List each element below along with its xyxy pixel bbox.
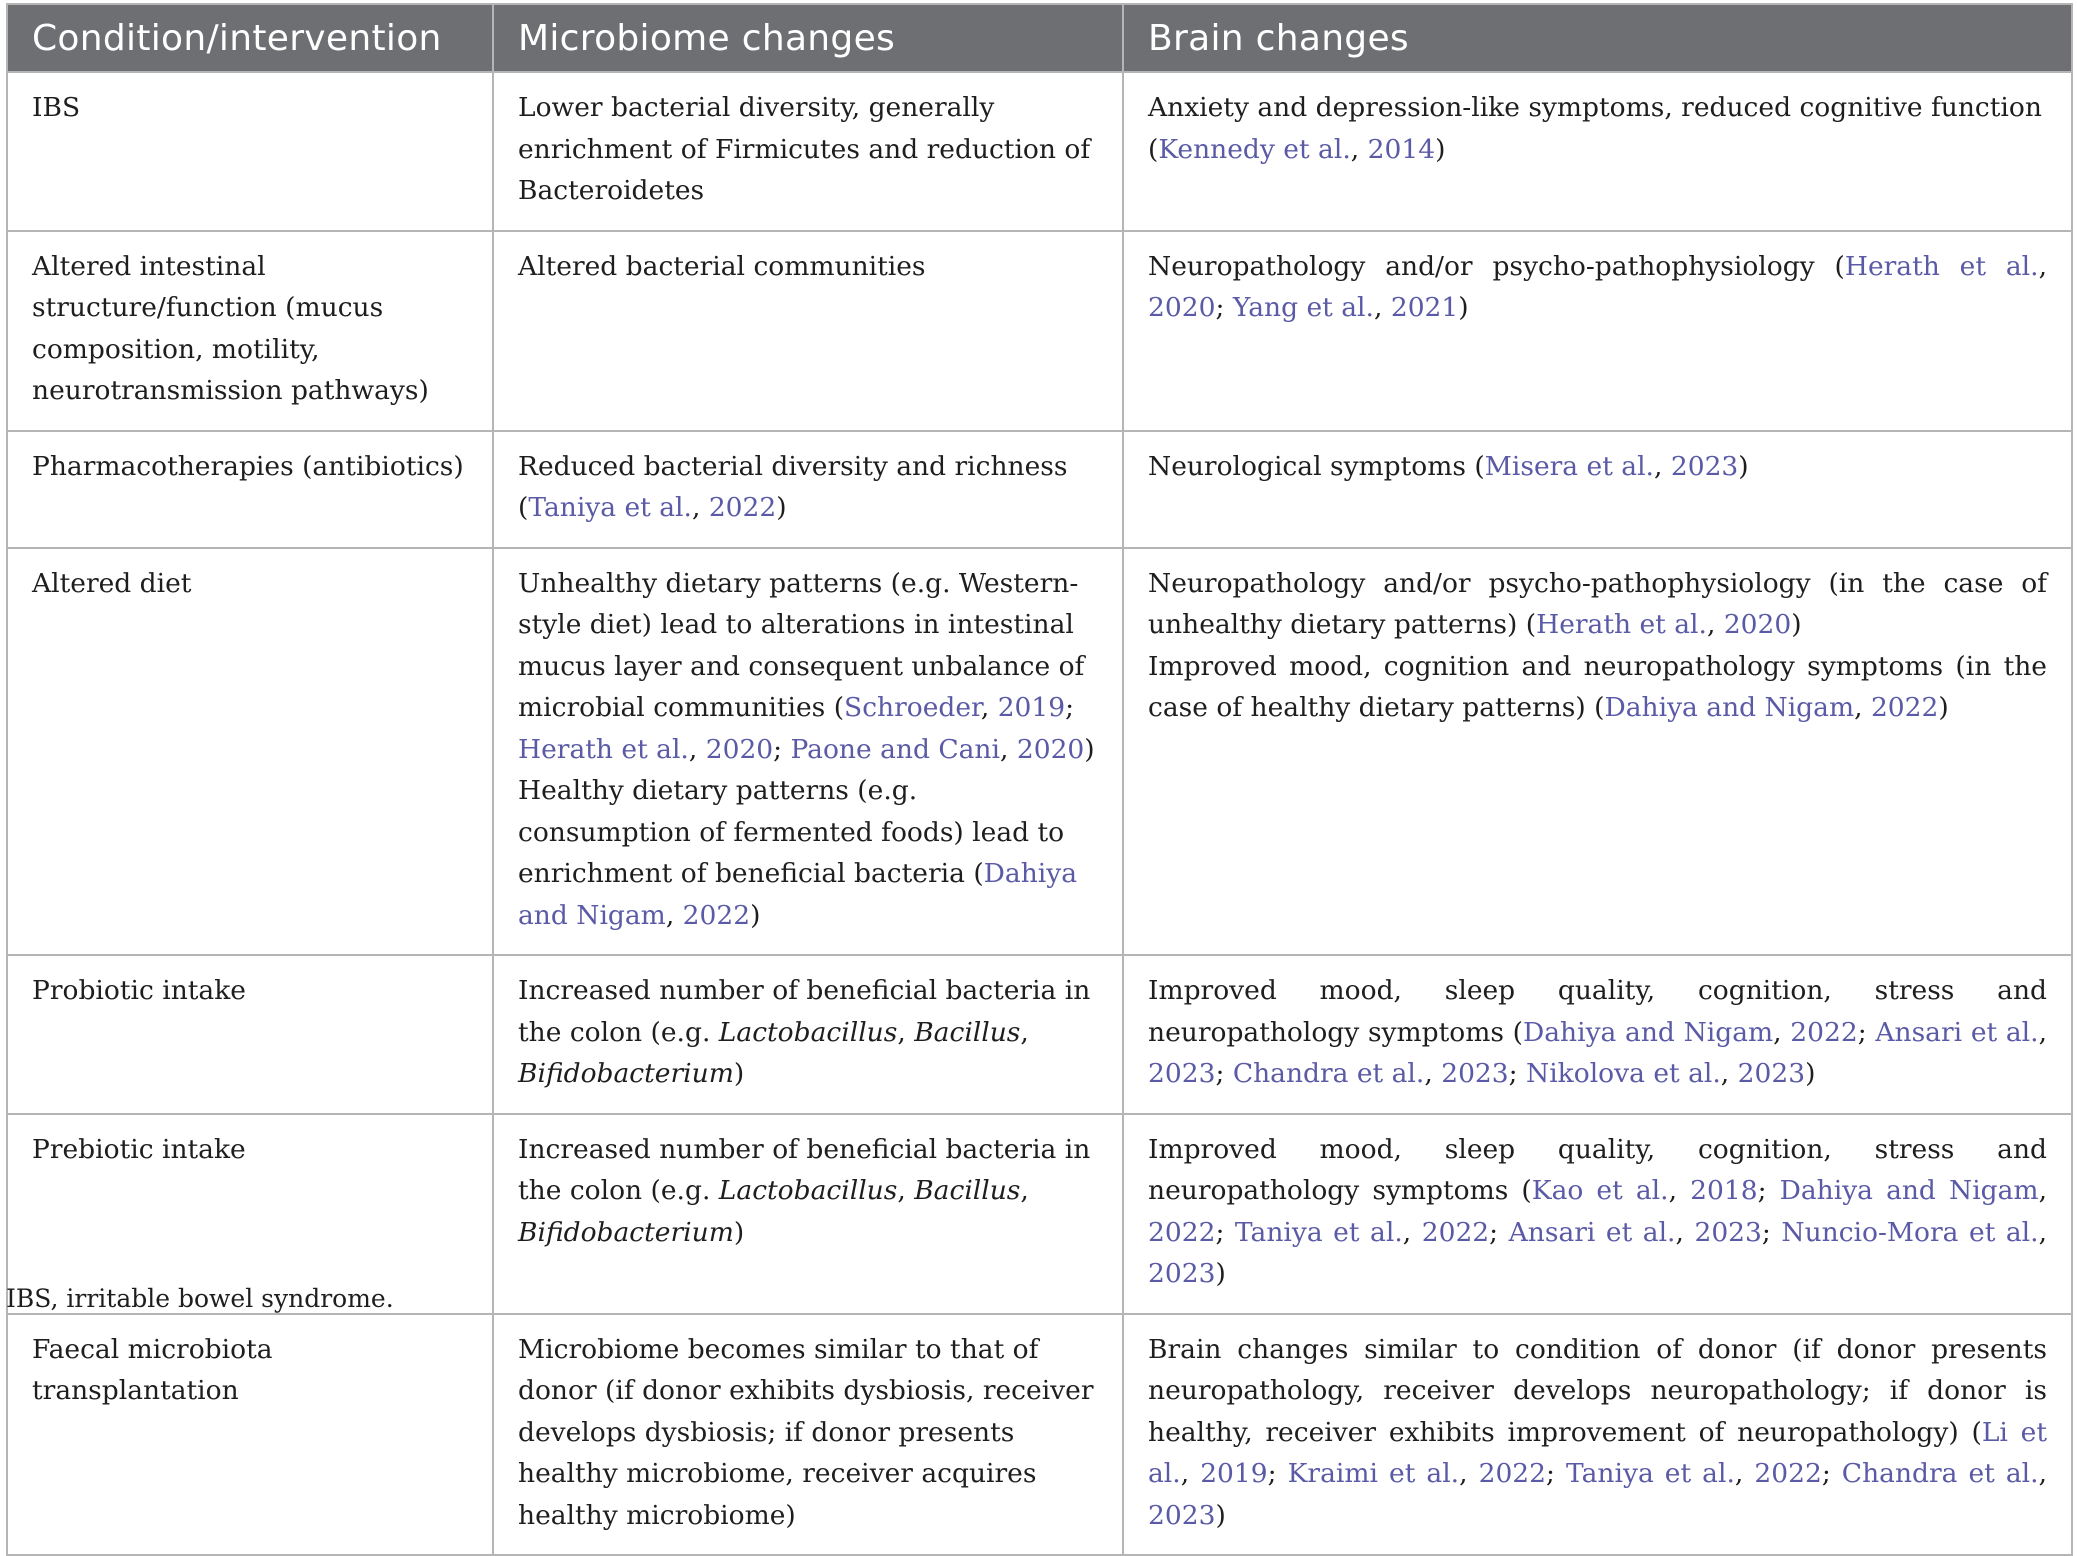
cell-text: Increased number of beneficial bacteria in the colon (e.g. xyxy=(518,1133,1091,1206)
reference-link[interactable]: 2019 xyxy=(1200,1458,1268,1489)
cell-text: Lower bacterial diversity, generally enrichment of Firmicutes and reduction of Bacteroidetes xyxy=(518,92,1091,206)
cell-condition: Pharmacotherapies (antibiotics) xyxy=(7,431,493,548)
taxon-name: Lactobacillus xyxy=(718,1175,898,1206)
cell-text: ; xyxy=(1267,1458,1288,1489)
reference-link[interactable]: Dahiya and Nigam xyxy=(1604,692,1855,723)
reference-link[interactable]: 2020 xyxy=(1723,609,1792,640)
cell-microbiome xyxy=(493,431,1123,548)
cell-text: Unhealthy dietary patterns (e.g. Western-style diet) lead to alterations in intestinal mucus layer and consequent unbalance of microbial communities ( xyxy=(518,567,1085,723)
microbiome-paragraph xyxy=(518,446,1098,529)
cell-text: ) xyxy=(750,899,761,931)
cell-text: , xyxy=(2038,250,2048,282)
table-row xyxy=(7,431,2072,548)
cell-text: , xyxy=(1424,1058,1442,1089)
data-table xyxy=(6,3,2073,1556)
cell-text: , xyxy=(2038,1216,2048,1248)
reference-link[interactable]: 2022 xyxy=(1148,1216,1216,1248)
reference-link[interactable]: 2022 xyxy=(708,492,777,523)
cell-text: , xyxy=(897,1175,915,1206)
cell-brain xyxy=(1123,548,2072,956)
reference-link[interactable]: 2023 xyxy=(1670,450,1739,482)
reference-link[interactable]: 2023 xyxy=(1148,1499,1216,1531)
reference-link[interactable]: Taniya et al. xyxy=(1234,1216,1403,1248)
cell-text: , xyxy=(1373,292,1391,323)
cell-text: , xyxy=(980,692,998,723)
reference-link[interactable]: Dahiya and Nigam xyxy=(1522,1016,1774,1048)
header-microbiome: Microbiome changes xyxy=(493,4,1123,72)
microbiome-paragraph xyxy=(518,563,1098,771)
reference-link[interactable]: 2020 xyxy=(1016,733,1085,765)
cell-microbiome xyxy=(493,1114,1123,1314)
cell-text: , xyxy=(1734,1458,1755,1489)
header-row xyxy=(7,4,2072,72)
cell-text: ; xyxy=(1215,292,1233,323)
cell-text: Anxiety and depression-like symptoms, reduced cognitive function ( xyxy=(1148,92,2042,165)
cell-text: , xyxy=(2038,1458,2047,1489)
cell-text: ) xyxy=(733,1216,745,1248)
reference-link[interactable]: Dahiya and Nigam xyxy=(1779,1175,2039,1206)
cell-text: , xyxy=(1402,1216,1422,1248)
reference-link[interactable]: 2020 xyxy=(705,733,774,765)
cell-text: , xyxy=(2038,1016,2047,1048)
microbiome-paragraph xyxy=(518,246,1098,288)
cell-text: ; xyxy=(773,733,791,765)
cell-microbiome xyxy=(493,231,1123,431)
microbiome-paragraph xyxy=(518,970,1098,1095)
cell-text: , xyxy=(1180,1458,1201,1489)
cell-text: , xyxy=(897,1016,915,1048)
cell-text: ) xyxy=(733,1058,745,1089)
cell-text: , xyxy=(1854,692,1871,723)
reference-link[interactable]: Dahiya and Nigam xyxy=(518,858,1078,931)
reference-link[interactable]: 2022 xyxy=(1870,692,1939,723)
reference-link[interactable]: Herath et al. xyxy=(1844,250,2039,282)
table-row xyxy=(7,72,2072,231)
reference-link[interactable]: 2023 xyxy=(1148,1258,1216,1289)
cell-text: ) xyxy=(1084,733,1095,765)
reference-link[interactable]: Misera et al. xyxy=(1484,450,1654,482)
reference-link[interactable]: Kennedy et al. xyxy=(1158,133,1351,165)
cell-text: , xyxy=(1350,133,1368,165)
microbiome-paragraph xyxy=(518,1329,1098,1537)
reference-link[interactable]: 2023 xyxy=(1694,1216,1762,1248)
reference-link[interactable]: Schroeder xyxy=(844,692,981,723)
reference-link[interactable]: 2022 xyxy=(1790,1016,1858,1048)
cell-condition: IBS xyxy=(7,72,493,231)
reference-link[interactable]: 2014 xyxy=(1367,133,1436,165)
cell-text: Microbiome becomes similar to that of donor (if donor exhibits dysbiosis, receiver develops dysbiosis; if donor presents healthy microbiome, receiver acquires healthy microbiome) xyxy=(518,1333,1094,1531)
cell-brain xyxy=(1123,431,2072,548)
reference-link[interactable]: Yang et al. xyxy=(1232,292,1374,323)
reference-link[interactable]: Nuncio-Mora et al. xyxy=(1781,1216,2039,1248)
taxon-name: Bacillus xyxy=(914,1175,1021,1206)
cell-text: , xyxy=(1020,1175,1029,1206)
cell-text: , xyxy=(1675,1216,1695,1248)
cell-text: ; xyxy=(1757,1175,1780,1206)
brain-paragraph xyxy=(1148,246,2047,329)
taxon-name: Bifidobacterium xyxy=(518,1058,734,1089)
cell-condition: Altered diet xyxy=(7,548,493,956)
taxon-name: Bacillus xyxy=(914,1016,1021,1048)
cell-text: ) xyxy=(1805,1058,1816,1089)
cell-text: ) xyxy=(1738,450,1749,482)
microbiome-paragraph xyxy=(518,87,1098,212)
reference-link[interactable]: Taniya et al. xyxy=(1566,1458,1735,1489)
brain-paragraph xyxy=(1148,970,2047,1095)
reference-link[interactable]: 2023 xyxy=(1737,1058,1806,1089)
cell-text: Improved mood, sleep quality, cognition, stress and neuropathology symptoms ( xyxy=(1148,1133,2047,1206)
cell-text: ) xyxy=(1435,133,1446,165)
cell-text: , xyxy=(999,733,1017,765)
reference-link[interactable]: 2023 xyxy=(1148,1058,1216,1089)
table-body xyxy=(7,72,2072,1555)
taxon-name: Bifidobacterium xyxy=(518,1216,734,1248)
cell-microbiome xyxy=(493,72,1123,231)
cell-brain xyxy=(1123,955,2072,1114)
reference-link[interactable]: 2022 xyxy=(1478,1458,1547,1489)
reference-link[interactable]: Chandra et al. xyxy=(1841,1458,2039,1489)
brain-paragraph xyxy=(1148,446,2047,488)
cell-text: , xyxy=(2038,1175,2047,1206)
table-footnote: IBS, irritable bowel syndrome. xyxy=(6,1284,394,1313)
reference-link[interactable]: Herath et al. xyxy=(1536,609,1707,640)
cell-text: , xyxy=(1706,609,1724,640)
cell-brain xyxy=(1123,1314,2072,1556)
reference-link[interactable]: Paone and Cani xyxy=(790,733,1000,765)
table-row xyxy=(7,955,2072,1114)
cell-text: Reduced bacterial diversity and richness ( xyxy=(518,450,1068,523)
cell-text: Improved mood, cognition and neuropathology symptoms (in the case of healthy dietary patterns) ( xyxy=(1148,650,2047,723)
reference-link[interactable]: Chandra et al. xyxy=(1232,1058,1425,1089)
cell-brain xyxy=(1123,1114,2072,1314)
cell-text: ; xyxy=(1508,1058,1527,1089)
reference-link[interactable]: 2021 xyxy=(1390,292,1459,323)
cell-microbiome xyxy=(493,548,1123,956)
table-row xyxy=(7,1314,2072,1556)
cell-brain xyxy=(1123,231,2072,431)
cell-text: ; xyxy=(1215,1058,1233,1089)
cell-text: , xyxy=(1773,1016,1791,1048)
cell-text: ) xyxy=(1458,292,1469,323)
cell-text: ; xyxy=(1489,1216,1509,1248)
cell-condition: Faecal microbiota transplantation xyxy=(7,1314,493,1556)
taxon-name: Lactobacillus xyxy=(718,1016,898,1048)
cell-text: , xyxy=(1020,1016,1029,1048)
reference-link[interactable]: Li et al. xyxy=(1148,1416,2047,1489)
cell-text: , xyxy=(665,899,683,931)
reference-link[interactable]: 2020 xyxy=(1148,292,1216,323)
reference-link[interactable]: Taniya et al. xyxy=(528,492,692,523)
cell-text: ; xyxy=(1546,1458,1567,1489)
cell-brain xyxy=(1123,72,2072,231)
cell-text: Altered bacterial communities xyxy=(518,250,926,282)
reference-link[interactable]: 2018 xyxy=(1690,1175,1758,1206)
cell-text: ; xyxy=(1761,1216,1782,1248)
microbiome-paragraph xyxy=(518,1129,1098,1254)
brain-paragraph xyxy=(1148,563,2047,646)
cell-text: Neuropathology and/or psycho-pathophysiology (in the case of unhealthy dietary patterns) ( xyxy=(1148,567,2047,640)
cell-text: Healthy dietary patterns (e.g. consumption of fermented foods) lead to enrichment of beneficial bacteria ( xyxy=(518,775,1065,889)
cell-text: , xyxy=(1459,1458,1479,1489)
cell-text: , xyxy=(1720,1058,1738,1089)
brain-paragraph xyxy=(1148,1329,2047,1537)
cell-microbiome xyxy=(493,1314,1123,1556)
cell-text: ) xyxy=(1215,1258,1226,1289)
reference-link[interactable]: Kao et al. xyxy=(1531,1175,1669,1206)
reference-link[interactable]: 2022 xyxy=(1754,1458,1822,1489)
microbiome-paragraph xyxy=(518,770,1098,936)
cell-text: Improved mood, sleep quality, cognition, stress and neuropathology symptoms ( xyxy=(1148,975,2047,1048)
cell-text: , xyxy=(1668,1175,1691,1206)
cell-text: , xyxy=(691,492,709,523)
table-row xyxy=(7,231,2072,431)
cell-text: , xyxy=(1653,450,1671,482)
cell-text: , xyxy=(688,733,706,765)
cell-microbiome xyxy=(493,955,1123,1114)
reference-link[interactable]: 2022 xyxy=(1421,1216,1490,1248)
reference-link[interactable]: Ansari et al. xyxy=(1508,1216,1676,1248)
header-brain: Brain changes xyxy=(1123,4,2072,72)
cell-text: ) xyxy=(1791,609,1802,640)
cell-text: ) xyxy=(776,492,787,523)
cell-condition: Prebiotic intake xyxy=(7,1114,493,1314)
cell-text: ; xyxy=(1857,1016,1876,1048)
cell-text: Brain changes similar to condition of donor (if donor presents neuropathology, receiver develops neuropathology; if donor is healthy, receiver exhibits improvement of neuropathology) ( xyxy=(1148,1333,2047,1448)
brain-paragraph xyxy=(1148,87,2047,170)
reference-link[interactable]: Ansari et al. xyxy=(1875,1016,2039,1048)
cell-text: ; xyxy=(1065,692,1075,723)
cell-text: ; xyxy=(1821,1458,1842,1489)
header-condition: Condition/intervention xyxy=(7,4,493,72)
cell-condition: Altered intestinal structure/function (mucus composition, motility, neurotransmission pathways) xyxy=(7,231,493,431)
brain-paragraph xyxy=(1148,1129,2047,1295)
reference-link[interactable]: 2023 xyxy=(1441,1058,1509,1089)
cell-text: ) xyxy=(1938,692,1949,723)
reference-link[interactable]: 2019 xyxy=(997,692,1066,723)
reference-link[interactable]: 2022 xyxy=(682,899,751,931)
cell-text: ) xyxy=(1215,1499,1226,1531)
table-container xyxy=(6,3,2071,1556)
cell-text: Neurological symptoms ( xyxy=(1148,450,1485,482)
reference-link[interactable]: Herath et al. xyxy=(518,733,689,765)
reference-link[interactable]: Nikolova et al. xyxy=(1526,1058,1721,1089)
cell-condition: Probiotic intake xyxy=(7,955,493,1114)
cell-text: ; xyxy=(1215,1216,1235,1248)
brain-paragraph xyxy=(1148,646,2047,729)
cell-text: Increased number of beneficial bacteria in the colon (e.g. xyxy=(518,975,1091,1048)
table-row xyxy=(7,548,2072,956)
cell-text: Neuropathology and/or psycho-pathophysiology ( xyxy=(1148,250,1845,282)
reference-link[interactable]: Kraimi et al. xyxy=(1287,1458,1460,1489)
